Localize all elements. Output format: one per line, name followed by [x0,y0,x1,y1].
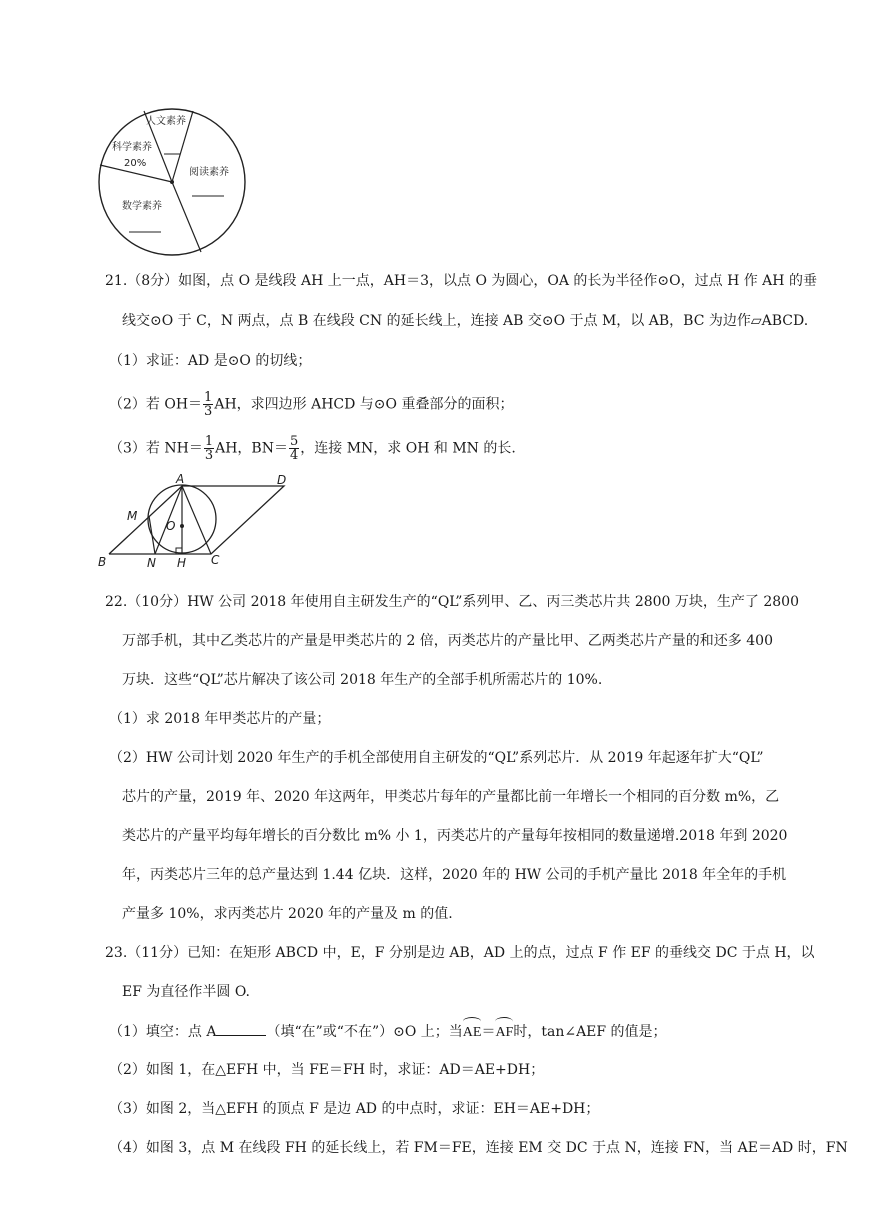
q21-line-1: 21.（8分）如图，点 O 是线段 AH 上一点，AH＝3，以点 O 为圆心，OA 的长为半径作⊙O，过点 H 作 AH 的垂 [105,273,817,289]
q23-part-3: （3）如图 2，当△EFH 的顶点 F 是边 AD 的中点时，求证：EH＝AE+DH； [109,1101,600,1117]
q23-part-4: （4）如图 3，点 M 在线段 FH 的延长线上，若 FM＝FE，连接 EM 交 DC 于点 N，连接 FN，当 AE＝AD 时，FN [109,1140,848,1156]
q23-part-1-text-b: （填“在”或“不在”）⊙O 上；当 [266,1024,463,1040]
q21-part-3 [109,435,516,462]
pie-label-science: 科学素养 [112,142,152,153]
pie-divider [172,182,201,252]
point-o [180,524,184,528]
q23-part-2: （2）如图 1，在△EFH 中，当 FE＝FH 时，求证：AD＝AE+DH； [109,1062,545,1078]
q21-part-3-text-b: AH，BN＝ [215,440,288,457]
pie-chart-figure [92,108,252,258]
q23-part-1-text-c: 时，tan∠AEF 的值是； [513,1024,667,1040]
q21-line-2: 线交⊙O 于 C，N 两点，点 B 在线段 CN 的延长线上，连接 AB 交⊙O 于点 M，以 AB，BC 为边作▱ABCD. [122,313,809,329]
q22-part-1: （1）求 2018 年甲类芯片的产量； [109,711,331,727]
q22-line-2: 万部手机，其中乙类芯片的产量是甲类芯片的 2 倍，丙类芯片的产量比甲、乙两类芯片产量的和还多 400 [122,633,773,649]
label-n: N [147,556,156,570]
pie-label-math: 数学素养 [122,201,162,212]
fraction-five-fourths: $\frac{5}{4}$ [289,434,299,463]
q22-part-2-line-3: 类芯片的产量平均每年增长的百分数比 m% 小 1，丙类芯片的产量每年按相同的数量递增.2018 年到 2020 [122,828,788,844]
q21-part-2 [109,391,513,418]
q21-part-2-text-a: （2）若 OH＝ [109,396,203,413]
pie-label-humanities: 人文素养 [146,116,186,127]
label-o: O [166,519,176,533]
q23-part-1-eq: ＝ [481,1024,496,1040]
fraction-one-third: $\frac{1}{3}$ [204,434,214,463]
pie-label-reading: 阅读素养 [189,167,229,178]
pie-center [170,180,174,184]
fraction-one-third: $\frac{1}{3}$ [204,390,213,419]
q23-line-1: 23.（11分）已知：在矩形 ABCD 中，E，F 分别是边 AB，AD 上的点，过点 F 作 EF 的垂线交 DC 于点 H，以 [105,945,815,961]
label-d: D [277,474,287,487]
q21-geometry-figure [94,474,304,574]
segment-mn [149,516,155,554]
q23-part-1 [109,1021,667,1043]
arc-af: AF [495,1021,513,1043]
q22-line-1: 22.（10分）HW 公司 2018 年使用自主研发生产的“QL”系列甲、乙、丙三类芯片共 2800 万块，生产了 2800 [105,594,799,610]
q23-part-1-text-a: （1）填空：点 A [109,1024,217,1040]
label-c: C [211,553,220,567]
q21-part-2-text-b: AH，求四边形 AHCD 与⊙O 重叠部分的面积； [214,396,514,413]
q22-line-3: 万块．这些“QL”芯片解决了该公司 2018 年生产的全部手机所需芯片的 10%. [122,672,603,688]
q21-part-3-text-c: ，连接 MN，求 OH 和 MN 的长. [300,440,516,457]
q21-part-3-text-a: （3）若 NH＝ [109,440,203,457]
answer-blank[interactable] [216,1021,266,1036]
pie-label-science-pct: 20% [124,158,147,169]
label-a: A [176,474,185,486]
q21-part-1: （1）求证：AD 是⊙O 的切线； [109,353,312,369]
q22-part-2-line-2: 芯片的产量，2019 年、2020 年这两年，甲类芯片每年的产量都比前一年增长一个相同的百分数 m%，乙 [122,789,780,805]
label-m: M [127,509,138,523]
q22-part-2-line-5: 产量多 10%，求丙类芯片 2020 年的产量及 m 的值. [122,906,453,922]
q23-line-2: EF 为直径作半圆 O. [122,984,250,1000]
q22-part-2-line-1: （2）HW 公司计划 2020 年生产的手机全部使用自主研发的“QL”系列芯片．从 2019 年起逐年扩大“QL” [109,750,764,766]
q22-part-2-line-4: 年，丙类芯片三年的总产量达到 1.44 亿块．这样，2020 年的 HW 公司的手机产量比 2018 年全年的手机 [122,867,787,883]
arc-ae: AE [463,1021,482,1043]
label-h: H [177,556,187,570]
label-b: B [98,555,107,569]
